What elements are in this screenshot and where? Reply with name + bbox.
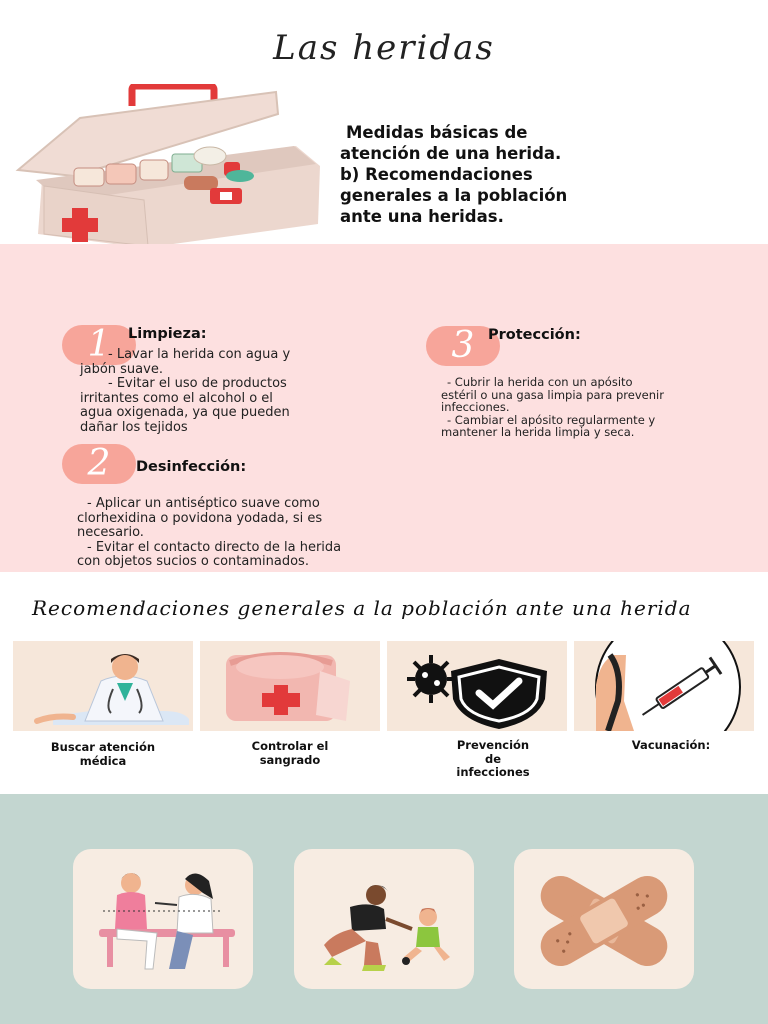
step-title-desinfeccion: Desinfección: bbox=[136, 459, 247, 475]
step-number-badge: 2 bbox=[62, 444, 136, 484]
step-text-proteccion bbox=[441, 376, 741, 439]
doctor-icon bbox=[13, 641, 193, 731]
step-line: clorhexidina o povidona yodada, si es bbox=[77, 510, 323, 526]
step-line: agua oxigenada, ya que pueden bbox=[80, 405, 290, 420]
crossed-bandages-icon bbox=[514, 849, 694, 989]
step-line: irritantes como el alcohol o el bbox=[80, 390, 273, 406]
rec-label-line: Vacunación: bbox=[631, 738, 711, 752]
intro-line: atención de una herida. bbox=[340, 144, 562, 163]
step-title-limpieza: Limpieza: bbox=[128, 326, 207, 342]
first-aid-kit-icon bbox=[14, 84, 326, 252]
rec-label-vaccination bbox=[581, 739, 761, 753]
syringe-icon bbox=[574, 641, 754, 731]
rec-label-line: de bbox=[484, 751, 502, 766]
step-line: mantener la herida limpia y seca. bbox=[441, 425, 635, 439]
step-line: con objetos sucios o contaminados. bbox=[77, 554, 309, 569]
step-line: - Lavar la herida con agua y bbox=[108, 347, 291, 362]
step-number-badge: 1 bbox=[62, 325, 136, 365]
intro-line: b) Recomendaciones bbox=[340, 165, 533, 184]
step-number-badge: 3 bbox=[426, 326, 500, 366]
caregiver-child-icon bbox=[294, 849, 474, 989]
step-line: - Cambiar el apósito regularmente y bbox=[447, 412, 656, 427]
step-title-proteccion: Protección: bbox=[488, 327, 581, 343]
rec-label-line: sangrado bbox=[259, 752, 321, 767]
rec-label-line: Buscar atención bbox=[50, 740, 156, 754]
recommendations-title: Recomendaciones generales a la población ante una herida bbox=[32, 596, 692, 620]
rec-label-infection bbox=[403, 739, 583, 780]
step-line: estéril o una gasa limpia para prevenir bbox=[441, 387, 664, 402]
page-title: Las heridas bbox=[273, 28, 495, 68]
step-line: necesario. bbox=[77, 525, 144, 540]
step-line: - Evitar el contacto directo de la herida bbox=[87, 539, 342, 555]
step-text-limpieza bbox=[80, 348, 380, 435]
intro-line: generales a la población bbox=[340, 186, 568, 205]
step-line: - Evitar el uso de productos bbox=[108, 376, 287, 391]
rec-label-line: Controlar el bbox=[251, 739, 329, 753]
rec-label-line: infecciones bbox=[456, 765, 530, 779]
bandage-roll-icon bbox=[200, 641, 380, 731]
intro-line: ante una heridas. bbox=[340, 207, 504, 226]
rec-label-line: Prevención bbox=[456, 738, 530, 752]
step-line: - Aplicar un antiséptico suave como bbox=[87, 496, 320, 511]
intro-text bbox=[340, 122, 680, 227]
step-line: - Cubrir la herida con un apósito bbox=[447, 375, 633, 389]
nurse-vaccination-icon bbox=[73, 849, 253, 989]
rec-label-medical-help bbox=[13, 741, 193, 768]
virus-shield-icon bbox=[387, 641, 567, 731]
step-line: infecciones. bbox=[441, 400, 510, 414]
rec-label-bleeding bbox=[200, 740, 380, 767]
step-text-desinfeccion bbox=[77, 497, 417, 570]
step-line: dañar los tejidos bbox=[80, 419, 188, 435]
intro-line: Medidas básicas de bbox=[346, 123, 528, 142]
step-line: jabón suave. bbox=[80, 361, 163, 377]
rec-label-line: médica bbox=[79, 753, 127, 768]
